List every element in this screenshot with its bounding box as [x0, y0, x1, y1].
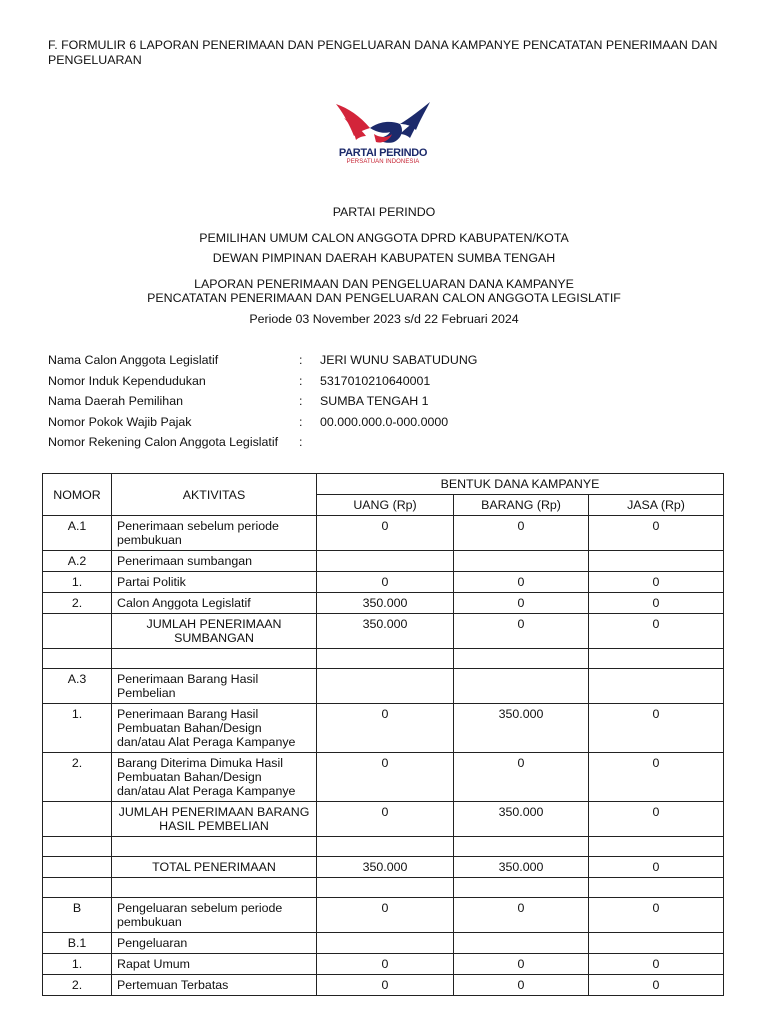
row-number: 1.: [43, 704, 112, 753]
row-uang: 0: [317, 704, 454, 753]
row-barang: [454, 878, 589, 898]
info-value: JERI WUNU SABATUDUNG: [320, 353, 478, 367]
logo-tagline: PERSATUAN INDONESIA: [346, 159, 420, 165]
row-barang: [454, 669, 589, 704]
row-number: [43, 878, 112, 898]
row-number: 2.: [43, 753, 112, 802]
row-uang: 0: [317, 802, 454, 837]
info-separator: :: [299, 414, 303, 429]
row-number: B: [43, 898, 112, 933]
info-label: Nama Calon Anggota Legislatif: [48, 353, 219, 367]
row-number: A.2: [43, 551, 112, 572]
row-uang: 0: [317, 898, 454, 933]
info-label: Nomor Induk Kependudukan: [48, 373, 206, 388]
row-uang: [317, 669, 454, 704]
row-activity: JUMLAH PENERIMAAN SUMBANGAN: [112, 614, 317, 649]
row-activity: Calon Anggota Legislatif: [112, 593, 317, 614]
row-jasa: 0: [589, 593, 724, 614]
row-number: 1.: [43, 954, 112, 975]
info-value: SUMBA TENGAH 1: [320, 394, 429, 408]
header-barang: BARANG (Rp): [454, 495, 589, 516]
row-activity: [112, 878, 317, 898]
row-uang: 350.000: [317, 593, 454, 614]
row-activity: Rapat Umum: [112, 954, 317, 975]
row-uang: 0: [317, 516, 454, 551]
row-uang: [317, 551, 454, 572]
table-row: [43, 704, 724, 753]
row-activity: [112, 837, 317, 857]
row-barang: 0: [454, 516, 589, 551]
row-activity: Penerimaan sebelum periode pembukuan: [112, 516, 317, 551]
row-number: [43, 857, 112, 878]
party-logo: [330, 98, 436, 170]
row-barang: [454, 551, 589, 572]
logo-party-name: PARTAI PERINDO: [338, 147, 428, 159]
row-uang: 0: [317, 975, 454, 996]
row-barang: 0: [454, 753, 589, 802]
table-row: [43, 837, 724, 857]
table-row: [43, 669, 724, 704]
header-aktivitas: AKTIVITAS: [112, 474, 317, 516]
row-jasa: 0: [589, 516, 724, 551]
eagle-emblem-icon: [330, 98, 436, 148]
row-activity: Pengeluaran sebelum periode pembukuan: [112, 898, 317, 933]
table-row: [43, 649, 724, 669]
report-period: Periode 03 November 2023 s/d 22 Februari 2024: [249, 312, 519, 326]
row-barang: 0: [454, 572, 589, 593]
row-uang: 0: [317, 954, 454, 975]
info-separator: :: [299, 435, 303, 449]
row-number: 1.: [43, 572, 112, 593]
table-row: [43, 551, 724, 572]
row-jasa: [589, 933, 724, 954]
row-activity: [112, 649, 317, 669]
row-uang: 350.000: [317, 857, 454, 878]
table-row: [43, 878, 724, 898]
table-row: [43, 975, 724, 996]
info-separator: :: [299, 353, 303, 367]
report-title: LAPORAN PENERIMAAN DAN PENGELUARAN DANA KAMPANYE: [194, 277, 574, 291]
row-barang: [454, 933, 589, 954]
row-number: A.3: [43, 669, 112, 704]
table-row: [43, 614, 724, 649]
row-barang: 0: [454, 593, 589, 614]
campaign-fund-table: [42, 473, 724, 996]
report-subtitle: PENCATATAN PENERIMAAN DAN PENGELUARAN CALON ANGGOTA LEGISLATIF: [147, 291, 621, 305]
table-row: [43, 572, 724, 593]
table-row: [43, 802, 724, 837]
row-barang: 350.000: [454, 857, 589, 878]
row-uang: [317, 933, 454, 954]
row-jasa: 0: [589, 898, 724, 933]
row-number: B.1: [43, 933, 112, 954]
table-row: [43, 898, 724, 933]
info-label: Nomor Pokok Wajib Pajak: [48, 414, 192, 429]
row-jasa: 0: [589, 954, 724, 975]
row-uang: [317, 837, 454, 857]
row-uang: 0: [317, 753, 454, 802]
row-jasa: 0: [589, 802, 724, 837]
table-row: [43, 954, 724, 975]
info-value: 00.000.000.0-000.0000: [320, 414, 449, 429]
table-row: [43, 753, 724, 802]
row-jasa: 0: [589, 857, 724, 878]
row-activity: Penerimaan Barang Hasil Pembelian: [112, 669, 317, 704]
row-number: [43, 649, 112, 669]
row-activity: Pertemuan Terbatas: [112, 975, 317, 996]
row-barang: 350.000: [454, 802, 589, 837]
row-activity: Pengeluaran: [112, 933, 317, 954]
row-uang: [317, 878, 454, 898]
row-barang: 0: [454, 954, 589, 975]
row-jasa: 0: [589, 753, 724, 802]
row-barang: [454, 649, 589, 669]
info-separator: :: [299, 394, 303, 408]
header-nomor: NOMOR: [43, 474, 112, 516]
info-label: Nama Daerah Pemilihan: [48, 394, 183, 408]
row-uang: 350.000: [317, 614, 454, 649]
row-barang: 0: [454, 975, 589, 996]
row-uang: 0: [317, 572, 454, 593]
row-jasa: 0: [589, 704, 724, 753]
table-row: [43, 516, 724, 551]
row-jasa: 0: [589, 572, 724, 593]
row-activity: Barang Diterima Dimuka Hasil Pembuatan Bahan/Design dan/atau Alat Peraga Kampanye: [112, 753, 317, 802]
row-number: [43, 802, 112, 837]
row-jasa: [589, 669, 724, 704]
row-activity: Penerimaan Barang Hasil Pembuatan Bahan/Design dan/atau Alat Peraga Kampanye: [112, 704, 317, 753]
info-separator: :: [299, 373, 303, 388]
row-jasa: [589, 837, 724, 857]
row-jasa: 0: [589, 614, 724, 649]
council-title: DEWAN PIMPINAN DAERAH KABUPATEN SUMBA TENGAH: [212, 251, 556, 265]
row-barang: 0: [454, 898, 589, 933]
row-barang: 350.000: [454, 704, 589, 753]
table-row: [43, 593, 724, 614]
row-activity: JUMLAH PENERIMAAN BARANG HASIL PEMBELIAN: [112, 802, 317, 837]
row-jasa: [589, 878, 724, 898]
info-value: 5317010210640001: [320, 373, 431, 388]
info-label: Nomor Rekening Calon Anggota Legislatif: [48, 435, 279, 449]
row-jasa: [589, 551, 724, 572]
header-jasa: JASA (Rp): [589, 495, 724, 516]
row-number: [43, 614, 112, 649]
row-number: 2.: [43, 975, 112, 996]
election-title: PEMILIHAN UMUM CALON ANGGOTA DPRD KABUPATEN/KOTA: [199, 231, 569, 245]
row-barang: [454, 837, 589, 857]
row-jasa: 0: [589, 975, 724, 996]
row-activity: TOTAL PENERIMAAN: [112, 857, 317, 878]
header-uang: UANG (Rp): [317, 495, 454, 516]
form-heading: F. FORMULIR 6 LAPORAN PENERIMAAN DAN PENGELUARAN DANA KAMPANYE PENCATATAN PENERIMAAN DAN PENGELUARAN: [48, 38, 718, 67]
row-number: 2.: [43, 593, 112, 614]
row-activity: Penerimaan sumbangan: [112, 551, 317, 572]
row-number: A.1: [43, 516, 112, 551]
row-number: [43, 837, 112, 857]
party-title: PARTAI PERINDO: [332, 205, 436, 219]
row-uang: [317, 649, 454, 669]
table-row: [43, 857, 724, 878]
row-barang: 0: [454, 614, 589, 649]
header-bentuk-dana: BENTUK DANA KAMPANYE: [317, 474, 724, 495]
row-activity: Partai Politik: [112, 572, 317, 593]
table-row: [43, 933, 724, 954]
row-jasa: [589, 649, 724, 669]
